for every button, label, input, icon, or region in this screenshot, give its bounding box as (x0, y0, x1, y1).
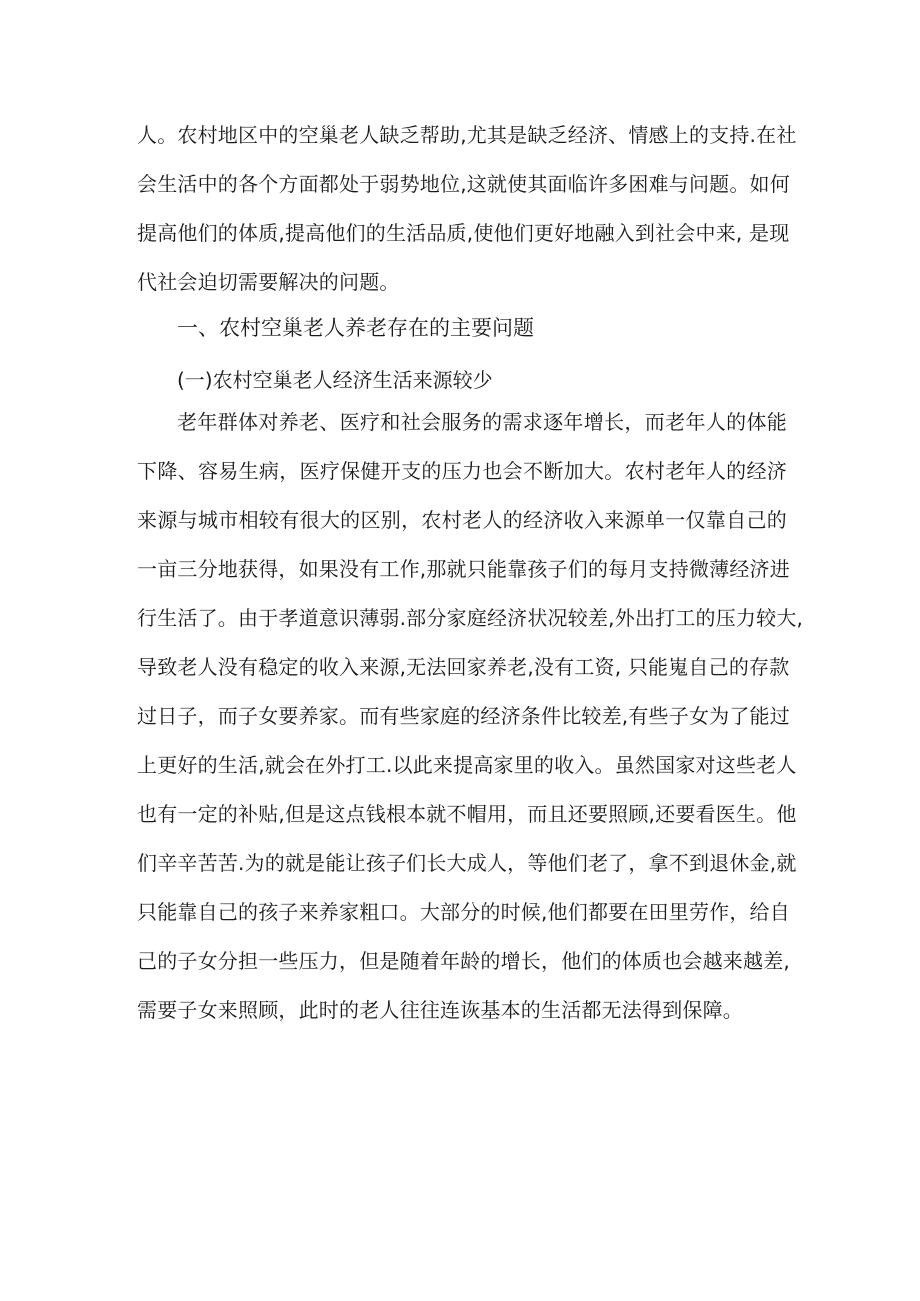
paragraph-line: 老年群体对养老、医疗和社会服务的需求逐年增长，而老年人的体能 (177, 410, 787, 434)
body-paragraph (137, 398, 804, 1035)
paragraph-line: 提高他们的体质,提高他们的生活品质,使他们更好地融入到社会中来, 是现 (137, 221, 790, 245)
paragraph-line: 只能靠自己的孩子来养家粗口。大部分的时候,他们都要在田里劳作，给自 (137, 900, 790, 924)
paragraph-line: 过日子，而子女要养家。而有些家庭的经济条件比较差,有些子女为了能过 (137, 704, 790, 728)
paragraph-line: 也有一定的补贴,但是这点钱根本就不帽用，而且还要照顾,还要看医生。他 (137, 802, 797, 826)
subsection-heading: (一)农村空巢老人经济生活来源较少 (177, 368, 493, 392)
paragraph-line: 下降、容易生病，医疗保健开支的压力也会不断加大。农村老年人的经济 (137, 459, 787, 483)
paragraph-line: 来源与城市相较有很大的区别，农村老人的经济收入来源单一仅靠自己的 (137, 508, 787, 532)
paragraph-line: 己的子女分担一些压力，但是随着年龄的增长，他们的体质也会越来越差, (137, 949, 790, 973)
paragraph-line: 上更好的生活,就会在外打工.以此来提高家里的收入。虽然国家对这些老人 (137, 753, 797, 777)
paragraph-line: 们辛辛苦苦.为的就是能让孩子们长大成人，等他们老了，拿不到退休金,就 (137, 851, 797, 875)
paragraph-line: 人。农村地区中的空巢老人缺乏帮助,尤其是缺乏经济、情感上的支持.在社 (137, 123, 797, 147)
paragraph-line: 代社会迫切需要解决的问题。 (137, 270, 400, 294)
paragraph-line: 行生活了。由于孝道意识薄弱.部分家庭经济状况较差,外出打工的压力较大, (137, 606, 804, 630)
paragraph-line: 会生活中的各个方面都处于弱势地位,这就使其面临许多困难与问题。如何 (137, 172, 790, 196)
paragraph-line: 一亩三分地获得，如果没有工作,那就只能靠孩子们的每月支持微薄经济进 (137, 557, 790, 581)
intro-paragraph (137, 111, 797, 307)
paragraph-line: 导致老人没有稳定的收入来源,无法回家养老,没有工资, 只能嵬自己的存款 (137, 655, 790, 679)
section-heading: 一、农村空巢老人养老存在的主要问题 (177, 316, 534, 340)
paragraph-line: 需要子女来照顾，此时的老人往往连诙基本的生活都无法得到保障。 (137, 998, 743, 1022)
